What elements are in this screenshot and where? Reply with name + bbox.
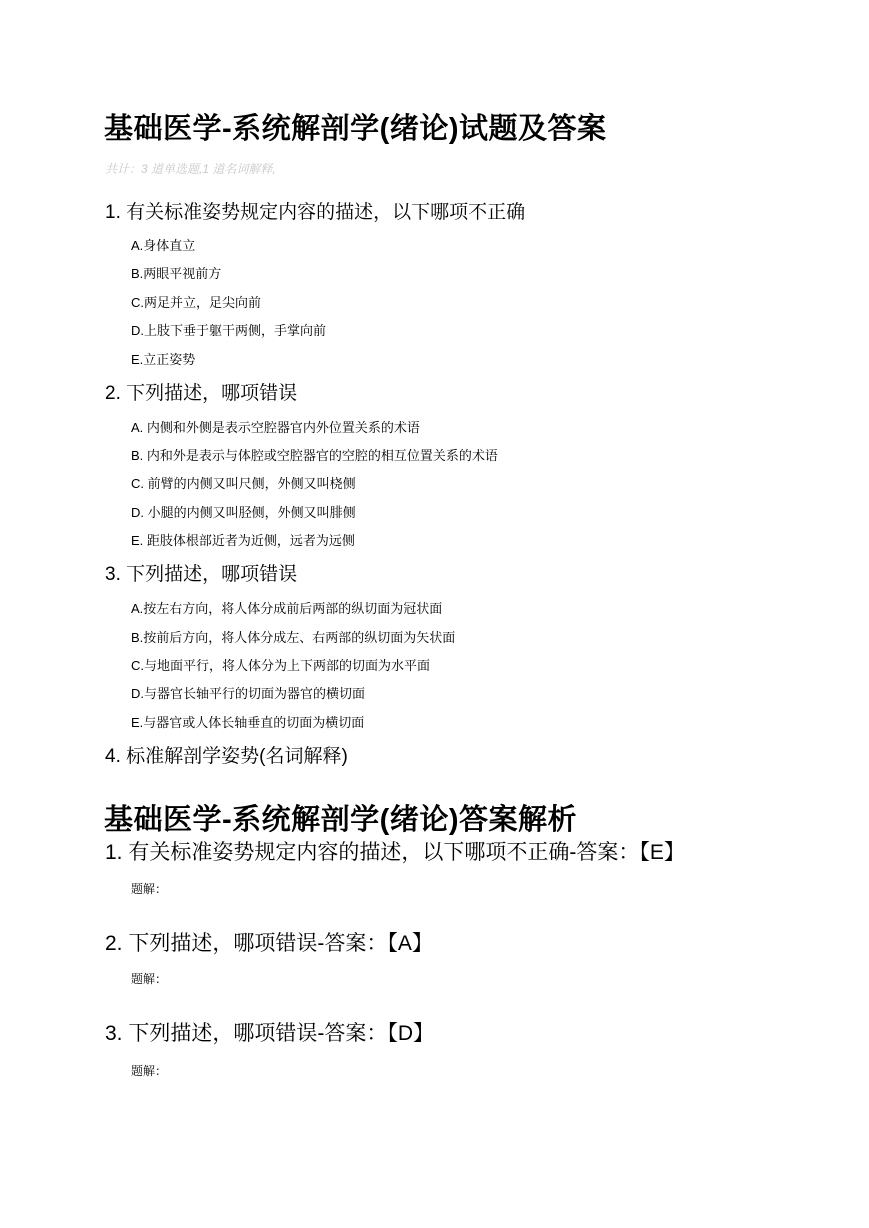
question-heading-1: 1. 有关标准姿势规定内容的描述，以下哪项不正确 [105, 202, 526, 223]
question-2-option-a: A. 内侧和外侧是表示空腔器官内外位置关系的术语 [131, 420, 420, 435]
answer-heading-2: 2. 下列描述，哪项错误-答案：【A】 [105, 932, 433, 955]
question-1-option-d: D.上肢下垂于躯干两侧，手掌向前 [131, 323, 327, 338]
answer-heading-1: 1. 有关标准姿势规定内容的描述，以下哪项不正确-答案：【E】 [105, 841, 685, 864]
question-3-option-c: C.与地面平行，将人体分为上下两部的切面为水平面 [131, 658, 431, 673]
answers-title: 基础医学-系统解剖学(绪论)答案解析 [104, 804, 577, 836]
question-heading-3: 3. 下列描述，哪项错误 [105, 564, 298, 585]
question-1-option-a: A.身体直立 [131, 238, 196, 253]
quiz-title: 基础医学-系统解剖学(绪论)试题及答案 [104, 113, 607, 145]
answer-2-explanation: 题解： [131, 972, 168, 986]
question-2-option-b: B. 内和外是表示与体腔或空腔器官的空腔的相互位置关系的术语 [131, 448, 498, 463]
answer-1-explanation: 题解： [131, 882, 168, 896]
question-1-option-e: E.立正姿势 [131, 352, 196, 367]
question-heading-2: 2. 下列描述，哪项错误 [105, 383, 298, 404]
question-1-option-c: C.两足并立，足尖向前 [131, 295, 262, 310]
question-3-option-a: A.按左右方向，将人体分成前后两部的纵切面为冠状面 [131, 601, 443, 616]
question-2-option-e: E. 距肢体根部近者为近侧，远者为远侧 [131, 533, 355, 548]
question-3-option-d: D.与器官长轴平行的切面为器官的横切面 [131, 686, 366, 701]
question-2-option-d: D. 小腿的内侧又叫胫侧，外侧又叫腓侧 [131, 505, 356, 520]
question-heading-4: 4. 标准解剖学姿势(名词解释) [105, 746, 348, 767]
question-2-option-c: C. 前臂的内侧又叫尺侧，外侧又叫桡侧 [131, 476, 356, 491]
question-3-option-b: B.按前后方向，将人体分成左、右两部的纵切面为矢状面 [131, 630, 456, 645]
quiz-summary: 共计：3 道单选题,1 道名词解释, [105, 162, 276, 176]
answer-3-explanation: 题解： [131, 1064, 168, 1078]
question-3-option-e: E.与器官或人体长轴垂直的切面为横切面 [131, 715, 365, 730]
answer-heading-3: 3. 下列描述，哪项错误-答案：【D】 [105, 1022, 435, 1045]
question-1-option-b: B.两眼平视前方 [131, 266, 222, 281]
